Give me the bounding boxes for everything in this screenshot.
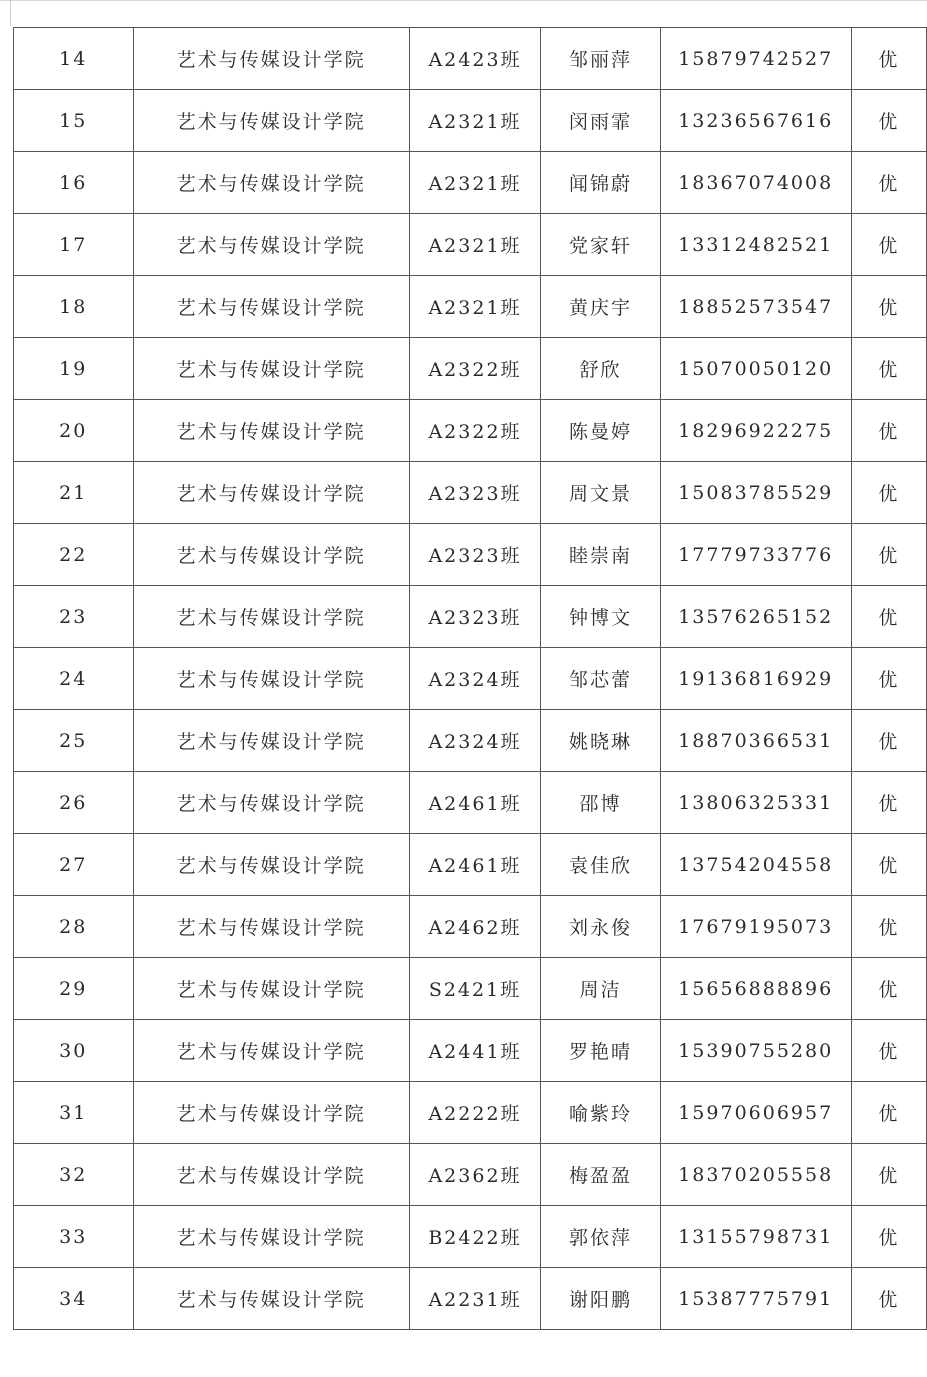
college-cell: 艺术与传媒设计学院	[133, 586, 409, 648]
class-cell: A2323班	[409, 462, 541, 524]
table-row	[14, 772, 927, 834]
college-cell: 艺术与传媒设计学院	[133, 896, 409, 958]
college-cell: 艺术与传媒设计学院	[133, 958, 409, 1020]
grade-cell: 优	[851, 90, 926, 152]
phone-cell: 13312482521	[660, 214, 851, 276]
college-cell: 艺术与传媒设计学院	[133, 648, 409, 710]
name-cell: 刘永俊	[541, 896, 661, 958]
grade-cell: 优	[851, 586, 926, 648]
class-cell: A2461班	[409, 772, 541, 834]
college-cell: 艺术与传媒设计学院	[133, 1268, 409, 1330]
table-row	[14, 834, 927, 896]
grade-cell: 优	[851, 772, 926, 834]
phone-cell: 15083785529	[660, 462, 851, 524]
class-cell: A2321班	[409, 152, 541, 214]
college-cell: 艺术与传媒设计学院	[133, 152, 409, 214]
name-cell: 罗艳晴	[541, 1020, 661, 1082]
table-row	[14, 524, 927, 586]
name-cell: 陈曼婷	[541, 400, 661, 462]
table-row	[14, 276, 927, 338]
table-row	[14, 586, 927, 648]
phone-cell: 13236567616	[660, 90, 851, 152]
grade-cell: 优	[851, 214, 926, 276]
phone-cell: 18370205558	[660, 1144, 851, 1206]
college-cell: 艺术与传媒设计学院	[133, 524, 409, 586]
name-cell: 舒欣	[541, 338, 661, 400]
phone-cell: 19136816929	[660, 648, 851, 710]
row-number-cell: 27	[14, 834, 134, 896]
row-number-cell: 22	[14, 524, 134, 586]
row-number-cell: 17	[14, 214, 134, 276]
row-number-cell: 25	[14, 710, 134, 772]
table-row	[14, 710, 927, 772]
grade-cell: 优	[851, 834, 926, 896]
college-cell: 艺术与传媒设计学院	[133, 276, 409, 338]
name-cell: 袁佳欣	[541, 834, 661, 896]
phone-cell: 17779733776	[660, 524, 851, 586]
college-cell: 艺术与传媒设计学院	[133, 834, 409, 896]
class-cell: A2324班	[409, 710, 541, 772]
college-cell: 艺术与传媒设计学院	[133, 710, 409, 772]
name-cell: 郭依萍	[541, 1206, 661, 1268]
table-row	[14, 648, 927, 710]
phone-cell: 15070050120	[660, 338, 851, 400]
name-cell: 姚晓琳	[541, 710, 661, 772]
class-cell: A2322班	[409, 338, 541, 400]
name-cell: 钟博文	[541, 586, 661, 648]
row-number-cell: 18	[14, 276, 134, 338]
class-cell: A2222班	[409, 1082, 541, 1144]
college-cell: 艺术与传媒设计学院	[133, 90, 409, 152]
row-number-cell: 29	[14, 958, 134, 1020]
row-number-cell: 15	[14, 90, 134, 152]
phone-cell: 18367074008	[660, 152, 851, 214]
class-cell: A2423班	[409, 28, 541, 90]
phone-cell: 15390755280	[660, 1020, 851, 1082]
phone-cell: 13806325331	[660, 772, 851, 834]
roster-table-body	[14, 28, 927, 1330]
table-row	[14, 214, 927, 276]
row-number-cell: 28	[14, 896, 134, 958]
class-cell: A2323班	[409, 586, 541, 648]
college-cell: 艺术与传媒设计学院	[133, 1082, 409, 1144]
college-cell: 艺术与传媒设计学院	[133, 214, 409, 276]
table-row	[14, 90, 927, 152]
grade-cell: 优	[851, 1082, 926, 1144]
name-cell: 喻紫玲	[541, 1082, 661, 1144]
table-row	[14, 1082, 927, 1144]
row-number-cell: 21	[14, 462, 134, 524]
table-row	[14, 1268, 927, 1330]
class-cell: A2461班	[409, 834, 541, 896]
grade-cell: 优	[851, 338, 926, 400]
table-row	[14, 1020, 927, 1082]
name-cell: 周文景	[541, 462, 661, 524]
row-number-cell: 14	[14, 28, 134, 90]
row-number-cell: 16	[14, 152, 134, 214]
phone-cell: 18296922275	[660, 400, 851, 462]
grade-cell: 优	[851, 1268, 926, 1330]
college-cell: 艺术与传媒设计学院	[133, 1144, 409, 1206]
phone-cell: 18870366531	[660, 710, 851, 772]
name-cell: 谢阳鹏	[541, 1268, 661, 1330]
grade-cell: 优	[851, 276, 926, 338]
name-cell: 睦崇南	[541, 524, 661, 586]
name-cell: 闵雨霏	[541, 90, 661, 152]
class-cell: A2441班	[409, 1020, 541, 1082]
row-number-cell: 30	[14, 1020, 134, 1082]
table-row	[14, 338, 927, 400]
row-number-cell: 26	[14, 772, 134, 834]
class-cell: B2422班	[409, 1206, 541, 1268]
grade-cell: 优	[851, 152, 926, 214]
row-number-cell: 24	[14, 648, 134, 710]
grade-cell: 优	[851, 958, 926, 1020]
grade-cell: 优	[851, 1020, 926, 1082]
phone-cell: 13754204558	[660, 834, 851, 896]
college-cell: 艺术与传媒设计学院	[133, 1020, 409, 1082]
table-row	[14, 1206, 927, 1268]
class-cell: A2321班	[409, 276, 541, 338]
table-row	[14, 1144, 927, 1206]
grade-cell: 优	[851, 648, 926, 710]
row-number-cell: 31	[14, 1082, 134, 1144]
phone-cell: 13155798731	[660, 1206, 851, 1268]
table-row	[14, 28, 927, 90]
class-cell: A2321班	[409, 214, 541, 276]
grade-cell: 优	[851, 710, 926, 772]
table-row	[14, 400, 927, 462]
grade-cell: 优	[851, 400, 926, 462]
grade-cell: 优	[851, 896, 926, 958]
phone-cell: 17679195073	[660, 896, 851, 958]
name-cell: 邹丽萍	[541, 28, 661, 90]
college-cell: 艺术与传媒设计学院	[133, 28, 409, 90]
name-cell: 邵博	[541, 772, 661, 834]
phone-cell: 18852573547	[660, 276, 851, 338]
class-cell: A2362班	[409, 1144, 541, 1206]
name-cell: 邹芯蕾	[541, 648, 661, 710]
class-cell: S2421班	[409, 958, 541, 1020]
phone-cell: 15970606957	[660, 1082, 851, 1144]
row-number-cell: 33	[14, 1206, 134, 1268]
name-cell: 梅盈盈	[541, 1144, 661, 1206]
grade-cell: 优	[851, 462, 926, 524]
grade-cell: 优	[851, 1206, 926, 1268]
grade-cell: 优	[851, 524, 926, 586]
row-number-cell: 34	[14, 1268, 134, 1330]
phone-cell: 13576265152	[660, 586, 851, 648]
phone-cell: 15879742527	[660, 28, 851, 90]
table-row	[14, 152, 927, 214]
class-cell: A2462班	[409, 896, 541, 958]
college-cell: 艺术与传媒设计学院	[133, 1206, 409, 1268]
name-cell: 周洁	[541, 958, 661, 1020]
class-cell: A2323班	[409, 524, 541, 586]
table-row	[14, 462, 927, 524]
name-cell: 闻锦蔚	[541, 152, 661, 214]
name-cell: 黄庆宇	[541, 276, 661, 338]
college-cell: 艺术与传媒设计学院	[133, 338, 409, 400]
row-number-cell: 23	[14, 586, 134, 648]
class-cell: A2322班	[409, 400, 541, 462]
name-cell: 党家轩	[541, 214, 661, 276]
class-cell: A2321班	[409, 90, 541, 152]
table-row	[14, 896, 927, 958]
college-cell: 艺术与传媒设计学院	[133, 772, 409, 834]
roster-table	[13, 27, 927, 1330]
page-corner-mark	[0, 0, 11, 26]
college-cell: 艺术与传媒设计学院	[133, 462, 409, 524]
row-number-cell: 19	[14, 338, 134, 400]
phone-cell: 15656888896	[660, 958, 851, 1020]
class-cell: A2231班	[409, 1268, 541, 1330]
grade-cell: 优	[851, 1144, 926, 1206]
page-top-rule	[0, 0, 927, 1]
row-number-cell: 20	[14, 400, 134, 462]
row-number-cell: 32	[14, 1144, 134, 1206]
college-cell: 艺术与传媒设计学院	[133, 400, 409, 462]
class-cell: A2324班	[409, 648, 541, 710]
phone-cell: 15387775791	[660, 1268, 851, 1330]
table-row	[14, 958, 927, 1020]
grade-cell: 优	[851, 28, 926, 90]
